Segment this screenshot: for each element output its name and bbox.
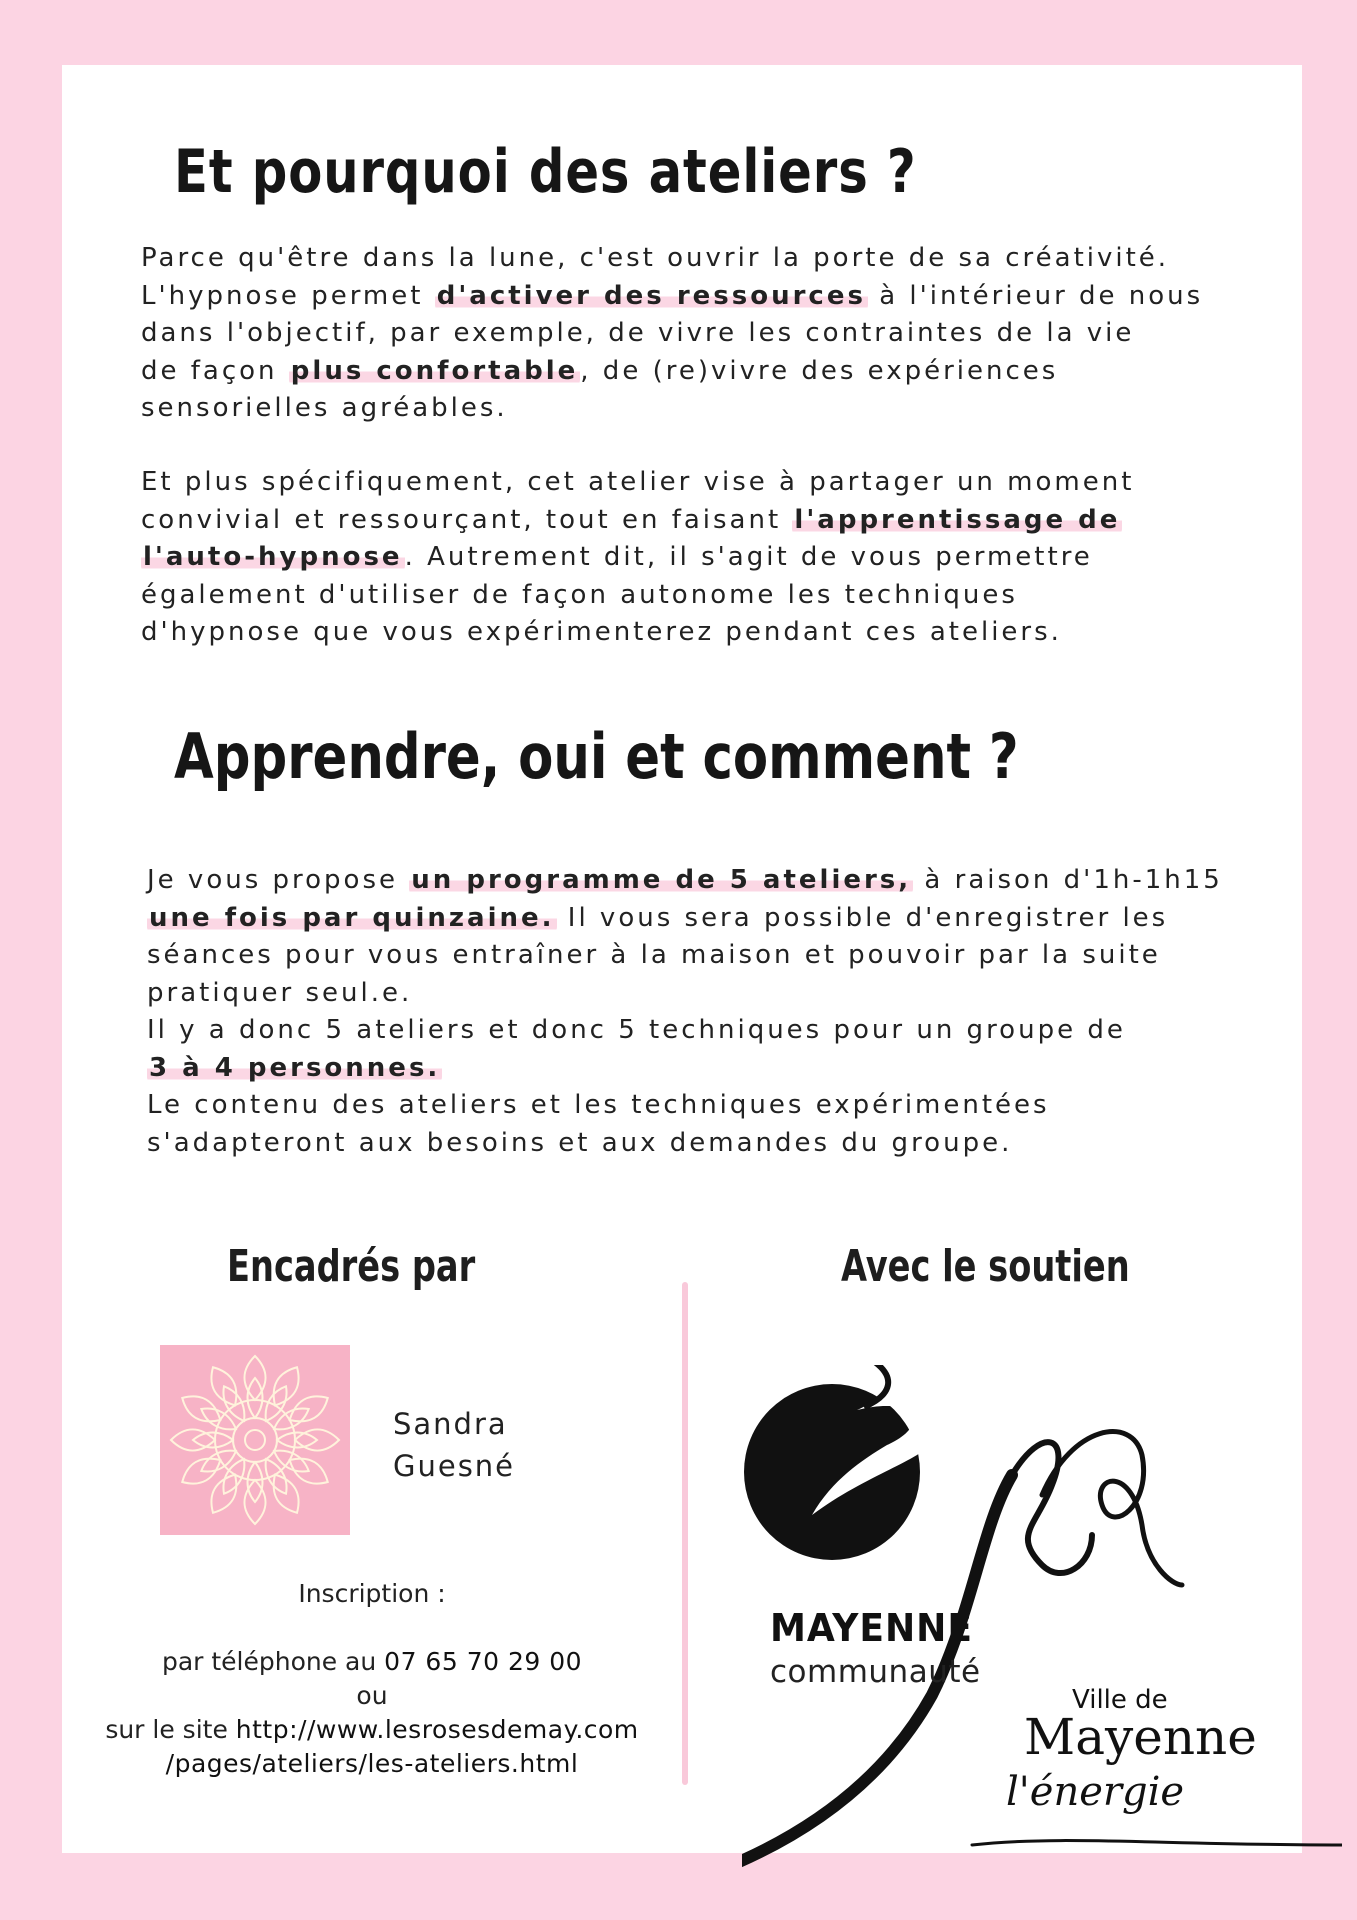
- inscription-block: [62, 1577, 682, 1781]
- site-link-part2[interactable]: /pages/ateliers/les-ateliers.html: [165, 1749, 579, 1778]
- highlight-programme: un programme de 5 ateliers,: [411, 865, 912, 895]
- flyer-page: [62, 65, 1302, 1853]
- phone-line: par téléphone au 07 65 70 29 00: [161, 1647, 583, 1676]
- text-line: également d'utiliser de façon autonome les techniques: [141, 579, 1018, 610]
- highlight-activer-ressources: d'activer des ressources: [436, 280, 866, 311]
- mayenne-communaute-title: MAYENNE: [770, 1606, 973, 1650]
- text-line: [147, 1050, 1277, 1088]
- highlight-auto-hypnose: l'auto-hypnose: [143, 542, 403, 572]
- paragraph-apprendre: [147, 862, 1277, 1162]
- site-line-2: [62, 1747, 682, 1781]
- mandala-image: [160, 1345, 350, 1535]
- section-title-apprendre: Apprendre, oui et comment ?: [174, 720, 1019, 793]
- soutien-title: Avec le soutien: [841, 1241, 1130, 1292]
- highlight-apprentissage: l'apprentissage de: [794, 504, 1121, 535]
- text-line: Il y a donc 5 ateliers et donc 5 techniques pour un groupe de: [147, 1015, 1126, 1045]
- text-line: Le contenu des ateliers et les techniques expérimentées: [147, 1090, 1050, 1120]
- text-line: Parce qu'être dans la lune, c'est ouvrir la porte de sa créativité.: [141, 243, 1170, 273]
- ville-mayenne-text: Mayenne: [1024, 1708, 1257, 1766]
- text-line: s'adapteront aux besoins et aux demandes du groupe.: [147, 1127, 1013, 1158]
- organizer-last-name: Guesné: [393, 1449, 516, 1483]
- text-line: pratiquer seul.e.: [147, 977, 413, 1008]
- text-line: L'hypnose permet d'activer des ressources à l'intérieur de nous: [141, 280, 1204, 311]
- text-line: Et plus spécifiquement, cet atelier vise à partager un moment: [141, 467, 1135, 497]
- text-line: sensorielles agréables.: [141, 393, 508, 423]
- highlight-personnes: 3 à 4 personnes.: [149, 1052, 441, 1083]
- text-line: de façon plus confortable, de (re)vivre des expériences: [141, 355, 1059, 386]
- mandala-icon: [160, 1345, 350, 1535]
- text-line: l'auto-hypnose. Autrement dit, il s'agit de vous permettre: [143, 542, 1093, 572]
- paragraph-pourquoi-2: [141, 464, 1271, 652]
- phone-number[interactable]: 07 65 70 29 00: [384, 1647, 583, 1676]
- organizer-first-name: Sandra: [393, 1407, 508, 1441]
- section-title-pourquoi: Et pourquoi des ateliers ?: [174, 137, 917, 207]
- ville-energie-text: l'énergie: [1006, 1769, 1185, 1815]
- site-link-part1[interactable]: http://www.lesrosesdemay.com: [235, 1715, 639, 1744]
- paragraph-pourquoi-1: [141, 240, 1271, 428]
- text-line: dans l'objectif, par exemple, de vivre les contraintes de la vie: [141, 318, 1135, 348]
- highlight-quinzaine: une fois par quinzaine.: [149, 902, 555, 933]
- ville-de-text: Ville de: [1072, 1685, 1168, 1715]
- text-line: séances pour vous entraîner à la maison et pouvoir par la suite: [147, 940, 1161, 970]
- text-line: Je vous propose un programme de 5 ateliers, à raison d'1h-1h15: [147, 865, 1223, 895]
- text-line: d'hypnose que vous expérimenterez pendant ces ateliers.: [141, 617, 1062, 647]
- inscription-label: Inscription :: [298, 1579, 446, 1608]
- column-divider: [682, 1282, 688, 1785]
- mayenne-communaute-logo-icon: [744, 1365, 937, 1560]
- mayenne-communaute-sub: communauté: [770, 1654, 981, 1690]
- organizer-name: [393, 1403, 515, 1487]
- or-text: ou: [356, 1681, 388, 1710]
- text-line: une fois par quinzaine. Il vous sera possible d'enregistrer les: [149, 902, 1169, 933]
- highlight-plus-confortable: plus confortable: [290, 355, 579, 386]
- site-line: sur le site http://www.lesrosesdemay.com: [105, 1715, 639, 1744]
- encadres-title: Encadrés par: [227, 1241, 476, 1292]
- text-line: convivial et ressourçant, tout en faisant l'apprentissage de: [141, 504, 1121, 535]
